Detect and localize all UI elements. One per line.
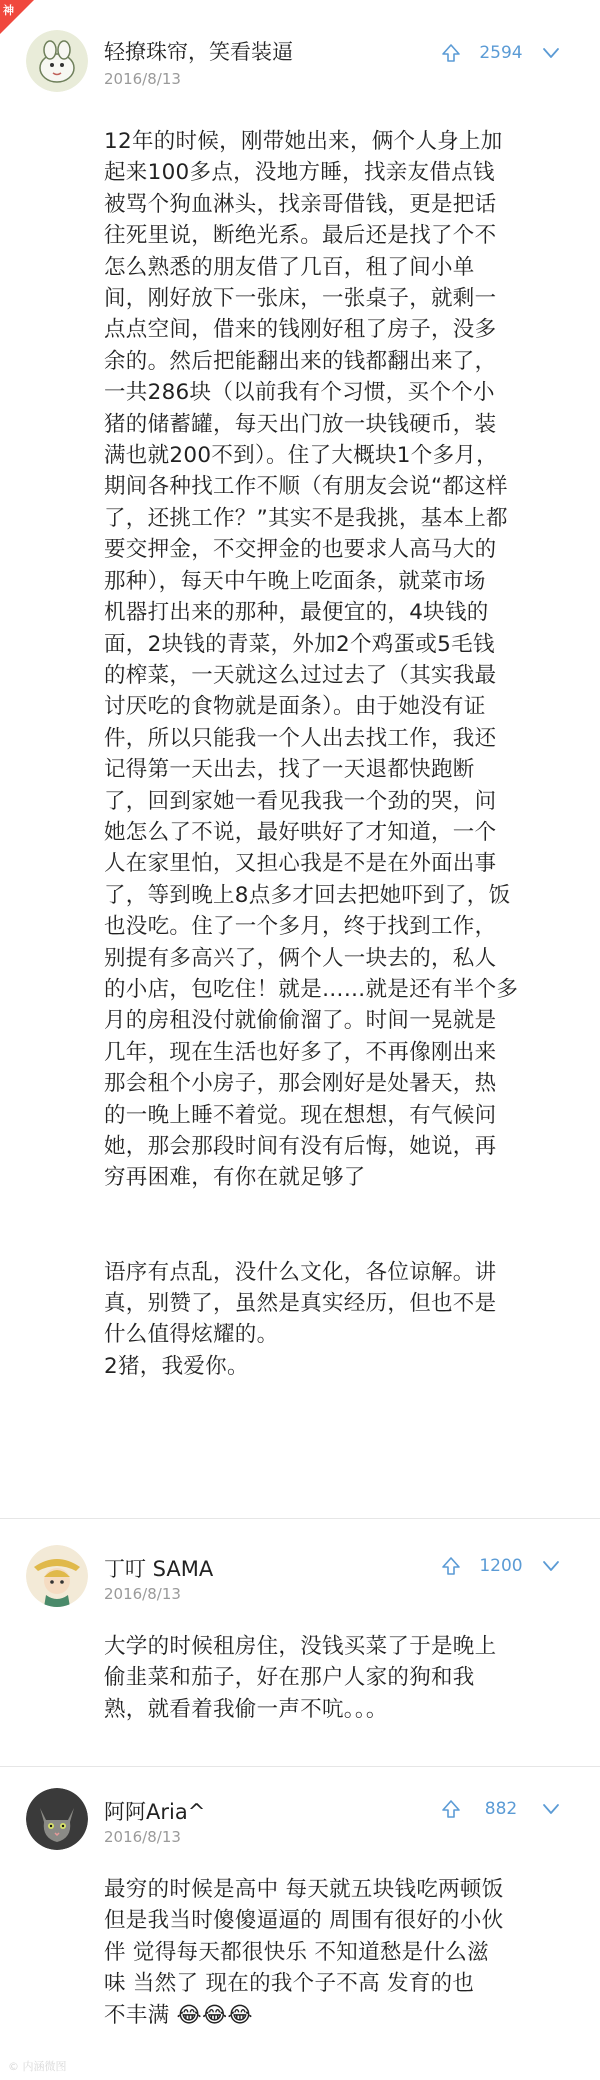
vote-count: 1200	[479, 1556, 523, 1576]
vote-controls	[440, 42, 562, 64]
comment-date: 2016/8/13	[104, 70, 181, 88]
vote-count: 2594	[479, 43, 523, 63]
comment-date: 2016/8/13	[104, 1585, 181, 1603]
avatar[interactable]	[26, 1788, 88, 1850]
upvote-icon[interactable]	[440, 1555, 462, 1577]
comment-body: 最穷的时候是高中 每天就五块钱吃两顿饭 但是我当时傻傻逼逼的 周围有很好的小伙 伴 觉得每天都很快乐 不知道愁是什么滋 味 当然了 现在的我个子不高 发育的也 不丰满 😂😂😂	[104, 1877, 504, 2028]
comment-author[interactable]: 阿阿Aria^	[104, 1800, 206, 1824]
watermark: © 内涵微图	[8, 2060, 67, 2073]
upvote-icon[interactable]	[440, 42, 462, 64]
avatar[interactable]	[26, 1545, 88, 1607]
comment-body: 大学的时候租房住，没钱买菜了于是晚上 偷韭菜和茄子，好在那户人家的狗和我 熟，就看着我偷一声不吭。。。	[104, 1634, 497, 1722]
comment-author[interactable]: 轻撩珠帘，笑看装逼	[104, 40, 293, 64]
comment-divider	[0, 1766, 600, 1767]
downvote-icon[interactable]	[540, 1798, 562, 1820]
upvote-icon[interactable]	[440, 1798, 462, 1820]
comment-author[interactable]: 丁叮 SAMA	[104, 1557, 214, 1581]
comment-date: 2016/8/13	[104, 1828, 181, 1846]
vote-controls	[440, 1555, 562, 1577]
downvote-icon[interactable]	[540, 42, 562, 64]
god-badge-label: 神	[3, 4, 14, 17]
avatar[interactable]	[26, 30, 88, 92]
comment-divider	[0, 1518, 600, 1519]
downvote-icon[interactable]	[540, 1555, 562, 1577]
comment-body: 12年的时候，刚带她出来，俩个人身上加 起来100多点，没地方睡，找亲友借点钱 被骂个狗血淋头，找亲哥借钱，更是把话 往死里说，断绝光系。最后还是找了个不 怎么熟悉的朋友借了几百，租了间小单 间，刚好放下一张床，一张桌子，就剩一 点点空间，借来的钱刚好租了房子，没多 余的。然后把能翻出来的钱都翻出来了， 一共286块（以前我有个习惯，买个个小 猪的储蓄罐，每天出门放一块钱硬币，装 满也就200不到）。住了大概块1个多月， 期间各种找工作不顺（有朋友会说“都这样 了，还挑工作？”其实不是我挑，基本上都 要交押金，不交押金的也要求人高马大的 那种），每天中午晚上吃面条，就菜市场 机器打出来的那种，最便宜的，4块钱的 面，2块钱的青菜，外加2个鸡蛋或5毛钱 的榨菜，一天就这么过过去了（其实我最 讨厌吃的食物就是面条）。由于她没有证 件，所以只能我一个人出去找工作，我还 记得第一天出去，找了一天退都快跑断 了，回到家她一看见我我一个劲的哭，问 她怎么了不说，最好哄好了才知道，一个 人在家里怕，又担心我是不是在外面出事 了，等到晚上8点多才回去把她吓到了，饭 也没吃。住了一个多月，终于找到工作， 别提有多高兴了，俩个人一块去的，私人 的小店，包吃住！就是……就是还有半个多 月的房租没付就偷偷溜了。时间一晃就是 几年，现在生活也好多了，不再像刚出来 那会租个小房子，那会刚好是处暑天，热 的一晚上睡不着觉。现在想想，有气候问 她，那会那段时间有没有后悔，她说，再 穷再困难，有你在就足够了 语序有点乱，没什么文化，各位谅解。讲 真，别赞了，虽然是真实经历，但也不是 什么值得炫耀的。 2猪，我爱你。	[104, 129, 519, 1379]
vote-count: 882	[484, 1799, 518, 1819]
vote-controls	[440, 1798, 562, 1820]
